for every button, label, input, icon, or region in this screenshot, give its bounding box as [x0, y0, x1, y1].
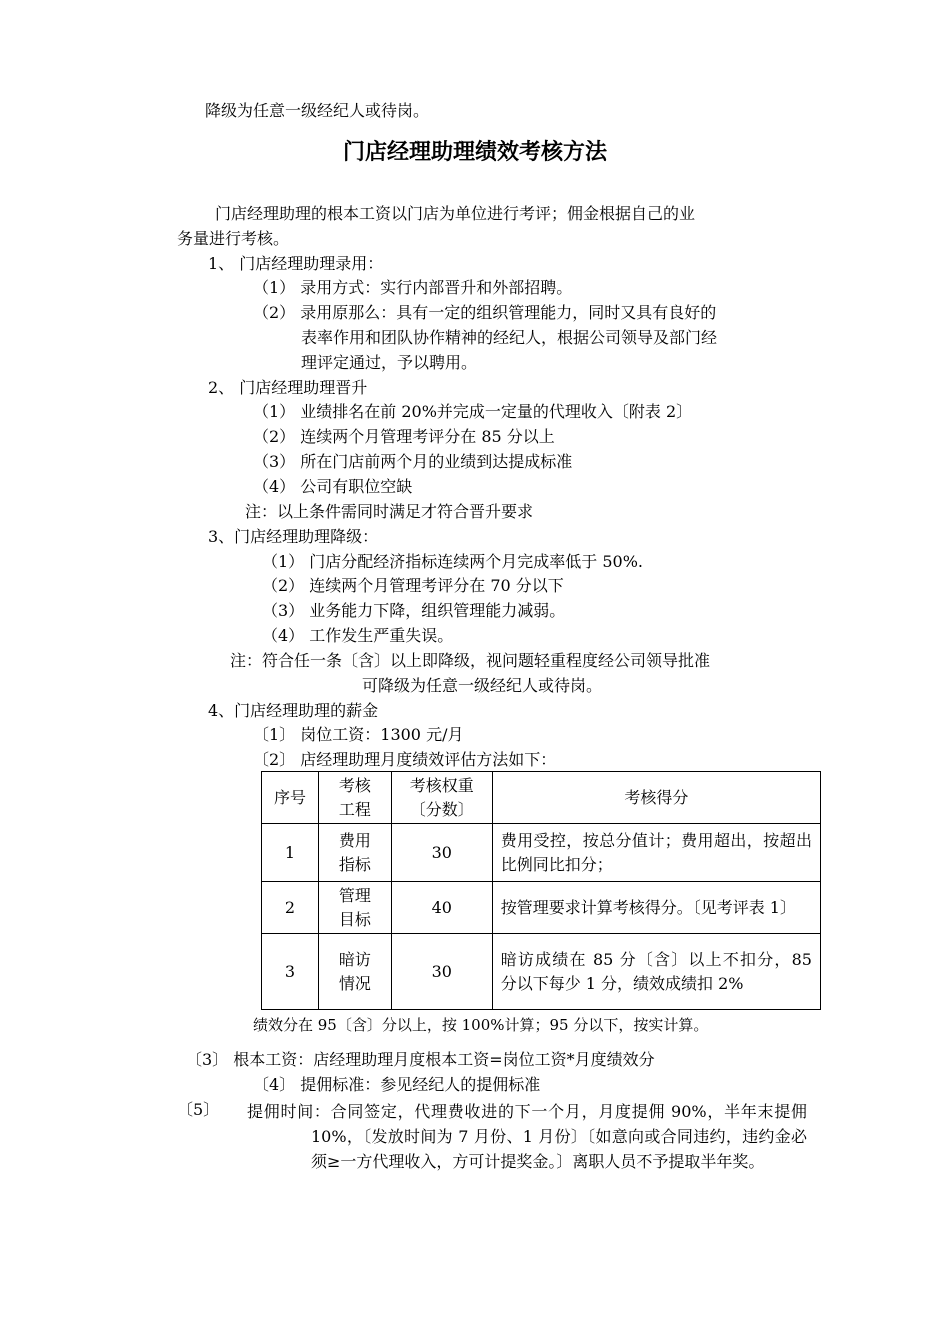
- cell-no: 1: [262, 824, 319, 882]
- section-1-item-2-cont-2: 理评定通过，予以聘用。: [301, 353, 478, 372]
- section-1-item-2: （2） 录用原那么：具有一定的组织管理能力，同时又具有良好的: [253, 303, 717, 322]
- section-1-item-2-cont-1: 表率作用和团队协作精神的经纪人，根据公司领导及部门经: [301, 328, 718, 347]
- section-3-item-2: （2） 连续两个月管理考评分在 70 分以下: [262, 576, 564, 595]
- section-4-heading: 4、门店经理助理的薪金: [208, 701, 379, 720]
- table-row: [262, 824, 821, 882]
- section-3-item-3: （3） 业务能力下降，组织管理能力减弱。: [262, 601, 566, 620]
- section-2-item-2: （2） 连续两个月管理考评分在 85 分以上: [253, 427, 555, 446]
- section-2-item-3: （3） 所在门店前两个月的业绩到达提成标准: [253, 452, 573, 471]
- header-score: 考核得分: [492, 772, 820, 824]
- cell-weight: 30: [391, 934, 492, 1010]
- cell-weight: 30: [391, 824, 492, 882]
- section-4-item-3: 〔3〕 根本工资：店经理助理月度根本工资=岗位工资*月度绩效分: [186, 1050, 655, 1069]
- assessment-table: [261, 771, 821, 1010]
- section-4-item-1: 〔1〕 岗位工资：1300 元/月: [253, 725, 464, 744]
- section-3-heading: 3、门店经理助理降级：: [208, 527, 379, 546]
- section-4-item-5-number: 〔5〕: [177, 1100, 220, 1119]
- table-footnote: 绩效分在 95〔含〕分以上，按 100%计算；95 分以下，按实计算。: [253, 1016, 709, 1034]
- cell-weight: 40: [391, 882, 492, 934]
- carryover-text: 降级为任意一级经纪人或待岗。: [205, 101, 430, 120]
- section-3-item-4: （4） 工作发生严重失误。: [262, 626, 454, 645]
- cell-no: 3: [262, 934, 319, 1010]
- section-3-note-1: 注：符合任一条〔含〕以上即降级，视问题轻重程度经公司领导批准: [230, 651, 711, 670]
- intro-line-1: 门店经理助理的根本工资以门店为单位进行考评；佣金根据自己的业: [215, 204, 696, 223]
- table-header-row: [262, 772, 821, 824]
- section-1-item-1: （1） 录用方式：实行内部晋升和外部招聘。: [253, 278, 573, 297]
- cell-item: 管理目标: [318, 882, 391, 934]
- header-weight: 考核权重〔分数〕: [391, 772, 492, 824]
- cell-score: 费用受控，按总分值计；费用超出，按超出比例同比扣分；: [492, 824, 820, 882]
- section-2-item-4: （4） 公司有职位空缺: [253, 477, 413, 496]
- section-1-heading: 1、 门店经理助理录用：: [208, 254, 384, 273]
- cell-score: 按管理要求计算考核得分。〔见考评表 1〕: [492, 882, 820, 934]
- section-2-note: 注：以上条件需同时满足才符合晋升要求: [245, 502, 534, 521]
- page-title: 门店经理助理绩效考核方法: [342, 139, 607, 165]
- cell-score: 暗访成绩在 85 分〔含〕以上不扣分，85 分以下每少 1 分，绩效成绩扣 2%: [492, 934, 820, 1010]
- section-4-item-2: 〔2〕 店经理助理月度绩效评估方法如下：: [253, 750, 557, 769]
- section-4-item-4: 〔4〕 提佣标准：参见经纪人的提佣标准: [253, 1075, 541, 1094]
- header-item: 考核工程: [318, 772, 391, 824]
- section-3-note-2: 可降级为任意一级经纪人或待岗。: [362, 676, 603, 695]
- table-row: [262, 882, 821, 934]
- section-2-item-1: （1） 业绩排名在前 20%并完成一定量的代理收入〔附表 2〕: [253, 402, 693, 421]
- cell-item: 费用指标: [318, 824, 391, 882]
- table-row: [262, 934, 821, 1010]
- cell-no: 2: [262, 882, 319, 934]
- cell-item: 暗访情况: [318, 934, 391, 1010]
- header-no: 序号: [262, 772, 319, 824]
- section-4-item-5-text: [247, 1099, 807, 1174]
- section-2-heading: 2、 门店经理助理晋升: [208, 378, 368, 397]
- section-4-item-5-body: 提佣时间：合同签定，代理费收进的下一个月，月度提佣 90%，半年末提佣 10%，〔发放时间为 7 月份、1 月份〕〔如意向或合同违约，违约金必须≥一方代理收入，方可计提奖金。〕离职人员不予提取半年奖。: [247, 1102, 807, 1171]
- intro-line-2: 务量进行考核。: [177, 229, 290, 248]
- section-3-item-1: （1） 门店分配经济指标连续两个月完成率低于 50%.: [262, 552, 644, 571]
